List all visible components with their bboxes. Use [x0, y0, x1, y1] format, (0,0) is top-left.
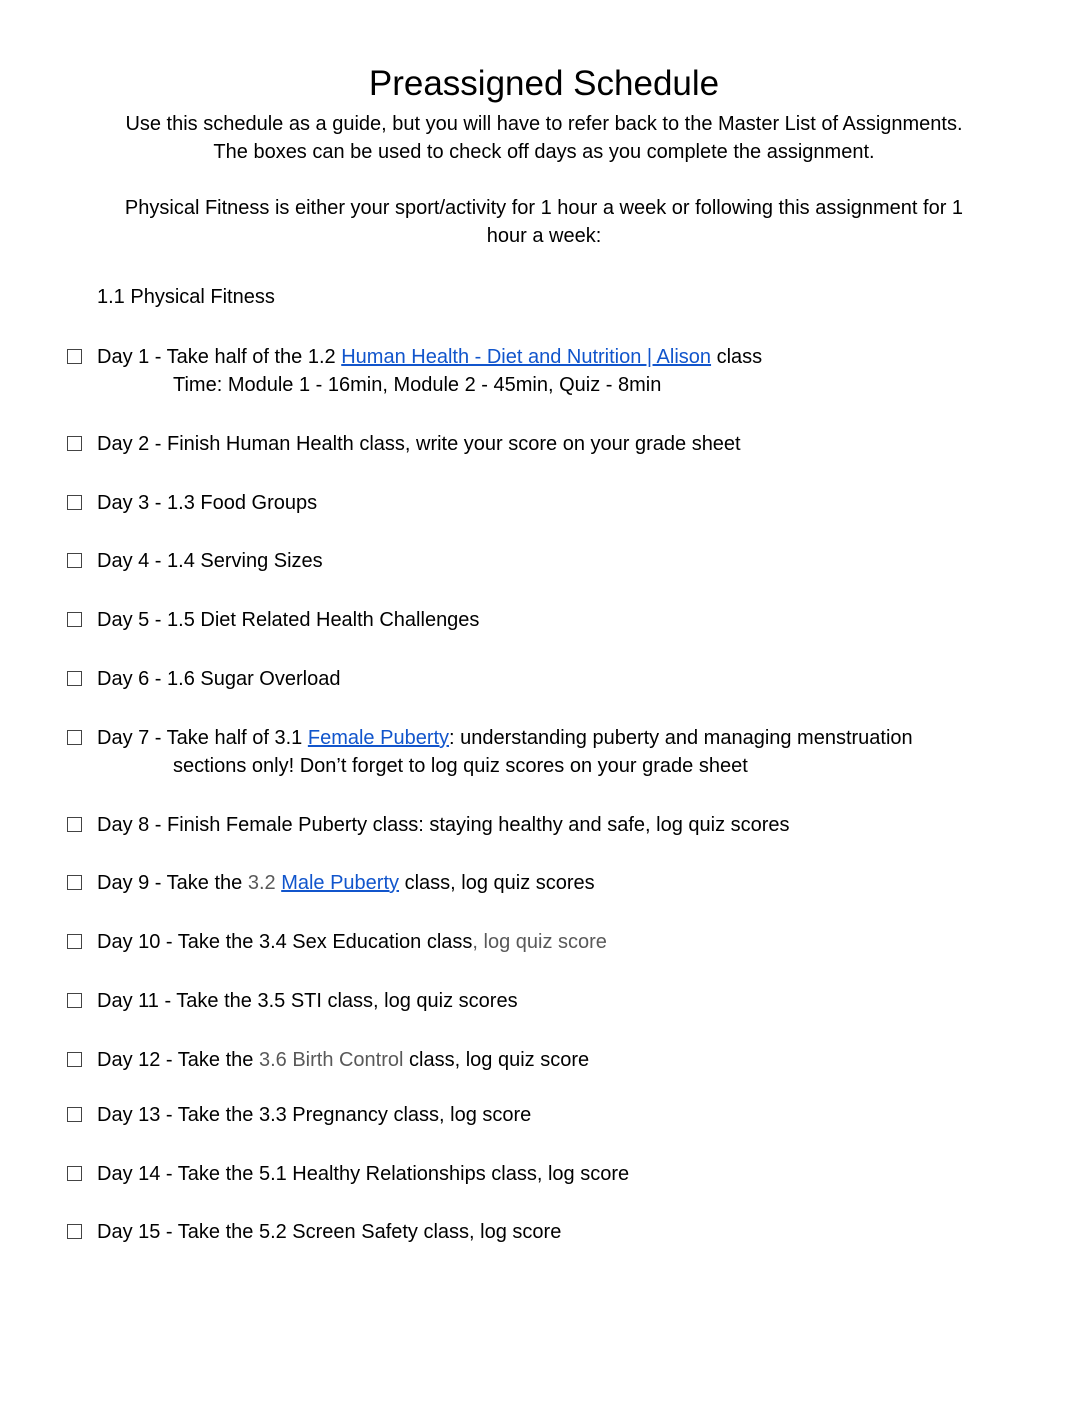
task-day-12-prefix: Day 12 - Take the	[97, 1049, 259, 1071]
fitness-note-line-2: hour a week:	[486, 225, 602, 247]
physical-fitness-heading: 1.1 Physical Fitness	[97, 286, 275, 308]
task-day-4-text: Day 4 - 1.4 Serving Sizes	[97, 550, 323, 572]
task-day-1-time: Time: Module 1 - 16min, Module 2 - 45min, Quiz - 8min	[173, 374, 662, 396]
task-day-1-text	[97, 343, 762, 371]
task-day-7-prefix: Day 7 - Take half of 3.1	[97, 727, 308, 749]
task-day-8-text: Day 8 - Finish Female Puberty class: staying healthy and safe, log quiz scores	[97, 814, 790, 836]
task-day-12-suffix: class, log quiz score	[403, 1049, 590, 1071]
checkbox-day-4[interactable]	[67, 553, 82, 568]
task-day-7-suffix: : understanding puberty and managing menstruation	[449, 727, 913, 749]
checkbox-day-14[interactable]	[67, 1166, 82, 1181]
task-day-13-text: Day 13 - Take the 3.3 Pregnancy class, log score	[97, 1104, 532, 1126]
task-day-12-text	[97, 1046, 589, 1074]
task-day-9-prefix: Day 9 - Take the	[97, 872, 248, 894]
checkbox-day-7[interactable]	[67, 730, 82, 745]
task-day-10-prefix: Day 10 - Take the 3.4 Sex Education class	[97, 931, 473, 953]
task-day-1-prefix: Day 1 - Take half of the 1.2	[97, 346, 342, 368]
intro-line-2: The boxes can be used to check off days as you complete the assignment.	[213, 141, 875, 163]
checkbox-day-1[interactable]	[67, 349, 82, 364]
checkbox-day-8[interactable]	[67, 817, 82, 832]
intro-line-1: Use this schedule as a guide, but you will have to refer back to the Master List of Assignments.	[125, 113, 963, 135]
checkbox-day-2[interactable]	[67, 436, 82, 451]
task-day-9-text	[97, 869, 595, 897]
task-day-9-number: 3.2	[247, 872, 282, 894]
task-day-15-text: Day 15 - Take the 5.2 Screen Safety class, log score	[97, 1221, 562, 1243]
link-human-health-diet-nutrition[interactable]: Human Health - Diet and Nutrition | Alison	[341, 346, 712, 368]
task-day-12-course: 3.6 Birth Control	[258, 1049, 404, 1071]
task-day-11-text: Day 11 - Take the 3.5 STI class, log quiz scores	[97, 990, 518, 1012]
task-day-3-text: Day 3 - 1.3 Food Groups	[97, 492, 318, 514]
checkbox-day-15[interactable]	[67, 1224, 82, 1239]
intro-guide-text	[0, 110, 1088, 166]
task-day-1-suffix: class	[711, 346, 763, 368]
task-day-2-text: Day 2 - Finish Human Health class, write your score on your grade sheet	[97, 433, 741, 455]
checkbox-day-6[interactable]	[67, 671, 82, 686]
checkbox-day-11[interactable]	[67, 993, 82, 1008]
task-day-5-text: Day 5 - 1.5 Diet Related Health Challenges	[97, 609, 480, 631]
task-day-7-text	[97, 724, 913, 752]
task-day-14-text: Day 14 - Take the 5.1 Healthy Relationships class, log score	[97, 1163, 630, 1185]
task-day-10-text	[97, 928, 607, 956]
link-female-puberty[interactable]: Female Puberty	[307, 727, 450, 749]
checkbox-day-5[interactable]	[67, 612, 82, 627]
checkbox-day-12[interactable]	[67, 1052, 82, 1067]
checkbox-day-3[interactable]	[67, 495, 82, 510]
checkbox-day-10[interactable]	[67, 934, 82, 949]
link-male-puberty[interactable]: Male Puberty	[281, 872, 400, 894]
checkbox-day-13[interactable]	[67, 1107, 82, 1122]
physical-fitness-note	[0, 194, 1088, 250]
fitness-note-line-1: Physical Fitness is either your sport/activity for 1 hour a week or following this assignment for 1	[124, 197, 964, 219]
task-day-7-continuation: sections only! Don’t forget to log quiz scores on your grade sheet	[173, 755, 748, 777]
page-title: Preassigned Schedule	[368, 64, 720, 103]
task-day-6-text: Day 6 - 1.6 Sugar Overload	[97, 668, 341, 690]
checkbox-day-9[interactable]	[67, 875, 82, 890]
task-day-9-suffix: class, log quiz scores	[399, 872, 595, 894]
task-day-10-suffix: , log quiz score	[472, 931, 607, 953]
